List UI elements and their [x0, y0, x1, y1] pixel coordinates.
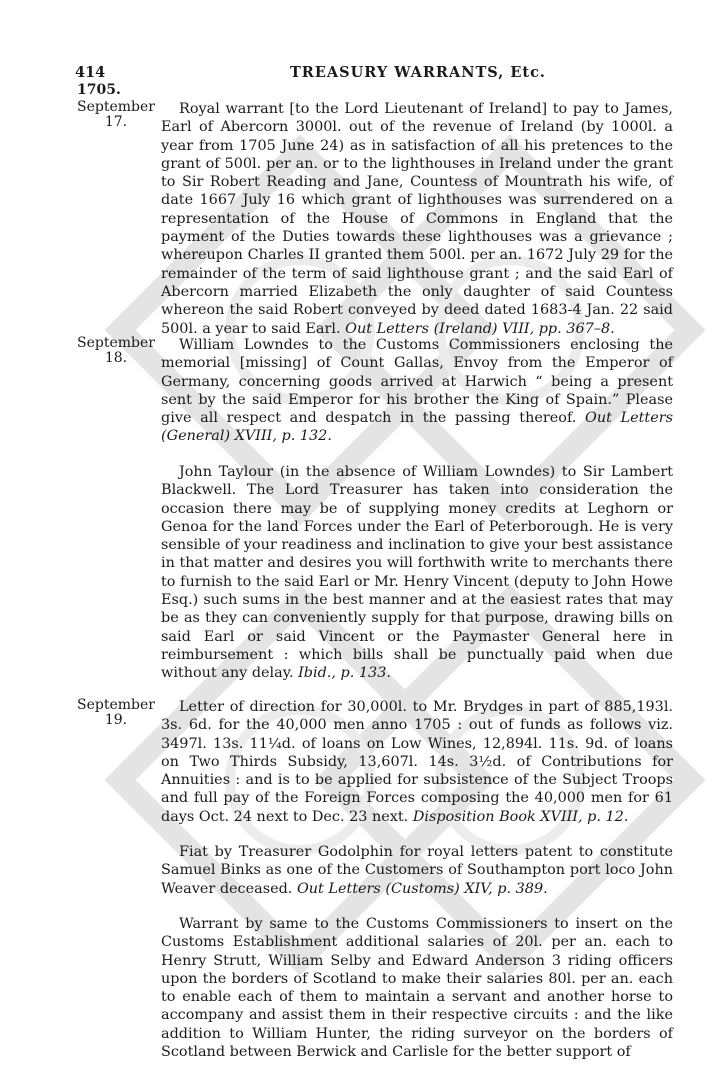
entry-body: Royal warrant [to the Lord Lieutenant of Ireland] to pay to James, Earl of Abercorn 3000l. out of the revenue of Ireland (by 1000l. a year from 1705 June 24) as in satisfaction of all his pretences to the grant of 500l. per an. or to the lighthouses in Ireland under the grant to Sir Robert Reading and Jane, Countess of Mountrath his wife, of date 1667 July 16 which grant of lighthouses was surrendered on a representation of the House of Commons in England that the payment of the Duties towards these lighthouses was a grievance ; whereupon Charles II granted them 500l. per an. 1672 July 29 for the remainder of the term of said lighthouse grant ; and the said Earl of Abercorn married Elizabeth the only daughter of said Countess whereon the said Robert conveyed by deed dated 1683-4 Jan. 22 said 500l. a year to said Earl. — [161, 101, 673, 337]
date-day: 18. — [104, 350, 128, 367]
entry-source: Out Letters (General) XVIII, p. 132. — [161, 410, 673, 445]
entry-date — [75, 336, 157, 367]
entry-body: Letter of direction for 30,000l. to Mr. Brydges in part of 885,193l. 3s. 6d. for the 40,000 men anno 1705 : out of funds as follows viz. 3497l. 13s. 11¼d. of loans on Low Wines, 12,894l. 11s. 9d. of loans on Two Thirds Subsidy, 13,607l. 14s. 3½d. of Contributions for Annuities : and is to be applied for subsistence of the Subject Troops and full pay of the Foreign Forces composing the 40,000 men for 61 days Oct. 24 next to Dec. 23 next. — [161, 699, 673, 825]
entry-date — [75, 698, 157, 729]
entry-source: Out Letters (Ireland) VIII, pp. 367–8. — [345, 320, 615, 337]
date-month: September — [77, 99, 155, 115]
date-day: 17. — [104, 114, 128, 131]
page-number: 414 — [75, 64, 106, 81]
entry-text — [161, 100, 673, 338]
running-head: TREASURY WARRANTS, Etc. — [290, 64, 546, 81]
entry-text — [161, 336, 673, 446]
entry-text — [161, 463, 673, 683]
entry-text — [161, 843, 673, 898]
entry-body: Warrant by same to the Customs Commissioners to insert on the Customs Establishment additional salaries of 20l. per an. each to Henry Strutt, William Selby and Edward Anderson 3 riding officers upon the borders of Scotland to make their salaries 80l. per an. each to enable each of them to maintain a servant and another horse to accompany and assist them in their respective circuits : and the like addition to William Hunter, the riding surveyor on the borders of Scotland between Berwick and Carlisle for the better support of — [161, 916, 673, 1061]
year-marginal: 1705. — [77, 82, 121, 98]
entry-text — [161, 915, 673, 1061]
entry-date — [75, 100, 157, 131]
date-day: 19. — [104, 712, 128, 729]
entry-body: William Lowndes to the Customs Commissioners enclosing the memorial [missing] of Count Gallas, Envoy from the Emperor of Germany, concerning goods arrived at Harwich “ being a present sent by the said Emperor for his brother the King of Spain.” Please give all respect and despatch in the passing thereof. — [161, 337, 673, 427]
entry-source: Ibid., p. 133. — [298, 665, 391, 682]
entry-body: Fiat by Treasurer Godolphin for royal letters patent to constitute Samuel Binks as one of the Customers of Southampton port loco John Weaver deceased. — [161, 844, 673, 897]
entry-source: Disposition Book XVIII, p. 12. — [412, 808, 629, 825]
entry-body: John Taylour (in the absence of William Lowndes) to Sir Lambert Blackwell. The Lord Treasurer has taken into consideration the occasion there may be of supplying money credits at Leghorn or Genoa for the land Forces under the Earl of Peterborough. He is very sensible of your readiness and inclination to give your best assistance in that matter and desires you will forthwith write to merchants there to furnish to the said Earl or Mr. Henry Vincent (deputy to John Howe Esq.) such sums in the best manner and at the easiest rates that may be as they can conveniently supply for that purpose, drawing bills on said Earl or said Vincent or the Paymaster General here in reimbursement : which bills shall be punctually paid when due without any delay. — [161, 464, 673, 682]
entry-text — [161, 698, 673, 826]
date-month: September — [77, 697, 155, 713]
entry-source: Out Letters (Customs) XIV, p. 389. — [296, 880, 548, 897]
date-month: September — [77, 335, 155, 351]
